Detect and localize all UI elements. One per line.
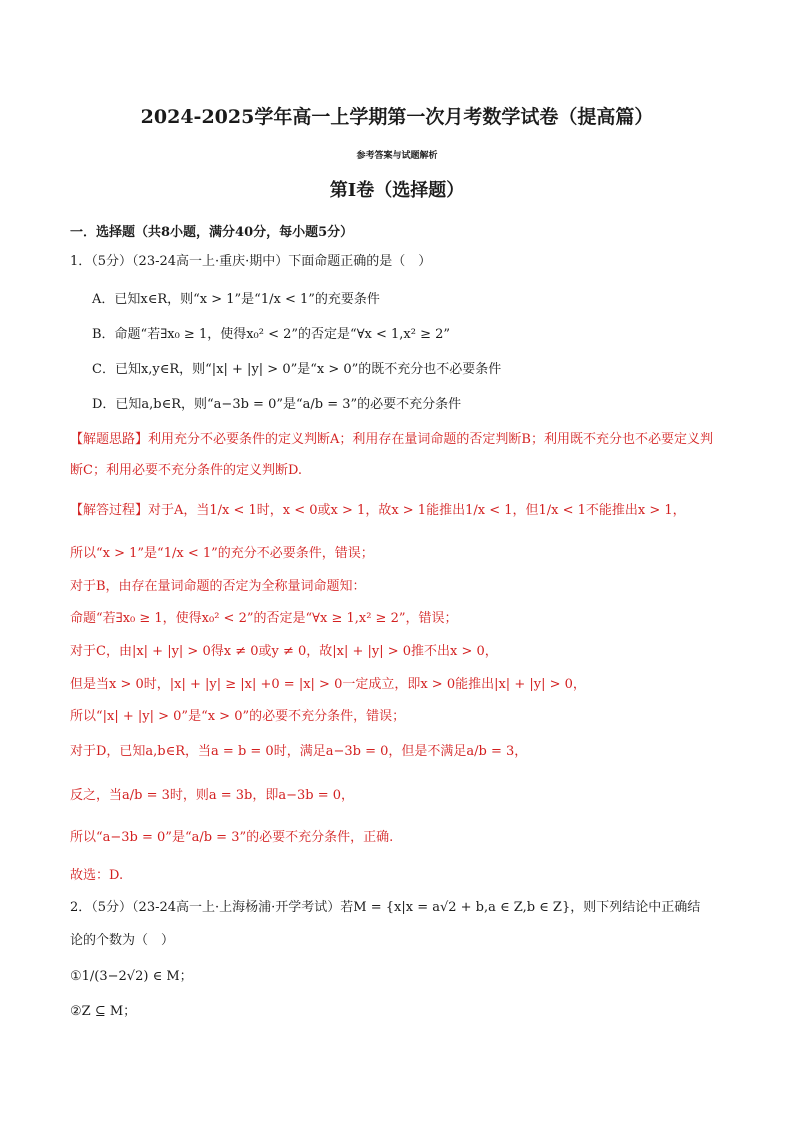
volume-heading: 第I卷（选择题） bbox=[329, 180, 465, 201]
question-1-process-line: 所以“a−3b = 0”是“a/b = 3”的必要不充分条件，正确. bbox=[70, 830, 394, 845]
question-2-item-2: ②Z ⊆ M； bbox=[70, 1004, 137, 1019]
question-1-option-b: B．命题“若∃x₀ ≥ 1，使得x₀² < 2”的否定是“∀x < 1,x² ≥ 2” bbox=[92, 327, 451, 342]
question-2-stem: 2．（5分）（23-24高一上·上海杨浦·开学考试）若M = {x|x = a√2 + b,a ∈ Z,b ∈ Z}，则下列结论中正确结 bbox=[70, 900, 701, 915]
question-1-process-line: 所以“x > 1”是“1/x < 1”的充分不必要条件，错误； bbox=[70, 546, 374, 561]
question-1-stem: 1．（5分）（23-24高一上·重庆·期中）下面命题正确的是（ ） bbox=[70, 254, 432, 269]
question-1-answer: 故选：D. bbox=[70, 868, 124, 883]
page-title: 2024-2025学年高一上学期第一次月考数学试卷（提高篇） bbox=[140, 106, 654, 128]
question-1-option-a: A．已知x∈R，则“x > 1”是“1/x < 1”的充要条件 bbox=[92, 292, 380, 307]
question-1-process-line: 所以“|x| + |y| > 0”是“x > 0”的必要不充分条件，错误； bbox=[70, 709, 406, 724]
section-heading: 一．选择题（共8小题，满分40分，每小题5分） bbox=[70, 225, 354, 240]
question-2-item-1: ①1/(3−2√2) ∈ M； bbox=[70, 969, 193, 984]
question-1-solution-idea: 【解题思路】利用充分不必要条件的定义判断A；利用存在量词命题的否定判断B；利用既不充分也不必要定义判断C；利用必要不充分条件的定义判断D. bbox=[70, 432, 713, 478]
page-subtitle: 参考答案与试题解析 bbox=[356, 151, 438, 161]
question-1-process-line: 对于C，由|x| + |y| > 0得x ≠ 0或y ≠ 0，故|x| + |y| > 0推不出x > 0， bbox=[70, 644, 498, 659]
question-1-process-line: 对于B，由存在量词命题的否定为全称量词命题知： bbox=[70, 579, 366, 594]
question-1-process-line: 但是当x > 0时，|x| + |y| ≥ |x| +0 = |x| > 0一定成立，即x > 0能推出|x| + |y| > 0， bbox=[70, 677, 586, 692]
question-1-process-line: 命题“若∃x₀ ≥ 1，使得x₀² < 2”的否定是“∀x ≥ 1,x² ≥ 2”，错误； bbox=[70, 611, 458, 626]
question-2-stem-continued: 论的个数为（ ） bbox=[70, 933, 175, 948]
question-1-option-c: C．已知x,y∈R，则“|x| + |y| > 0”是“x > 0”的既不充分也不必要条件 bbox=[92, 362, 502, 377]
question-1-process-line: 反之，当a/b = 3时，则a = 3b，即a−3b = 0， bbox=[70, 788, 355, 803]
question-1-option-d: D．已知a,b∈R，则“a−3b = 0”是“a/b = 3”的必要不充分条件 bbox=[92, 397, 462, 412]
question-1-process-line: 对于D，已知a,b∈R，当a = b = 0时，满足a−3b = 0，但是不满足a/b = 3， bbox=[70, 744, 528, 759]
question-1-process-line: 【解答过程】对于A，当1/x < 1时，x < 0或x > 1，故x > 1能推出1/x < 1，但1/x < 1不能推出x > 1， bbox=[70, 503, 686, 518]
